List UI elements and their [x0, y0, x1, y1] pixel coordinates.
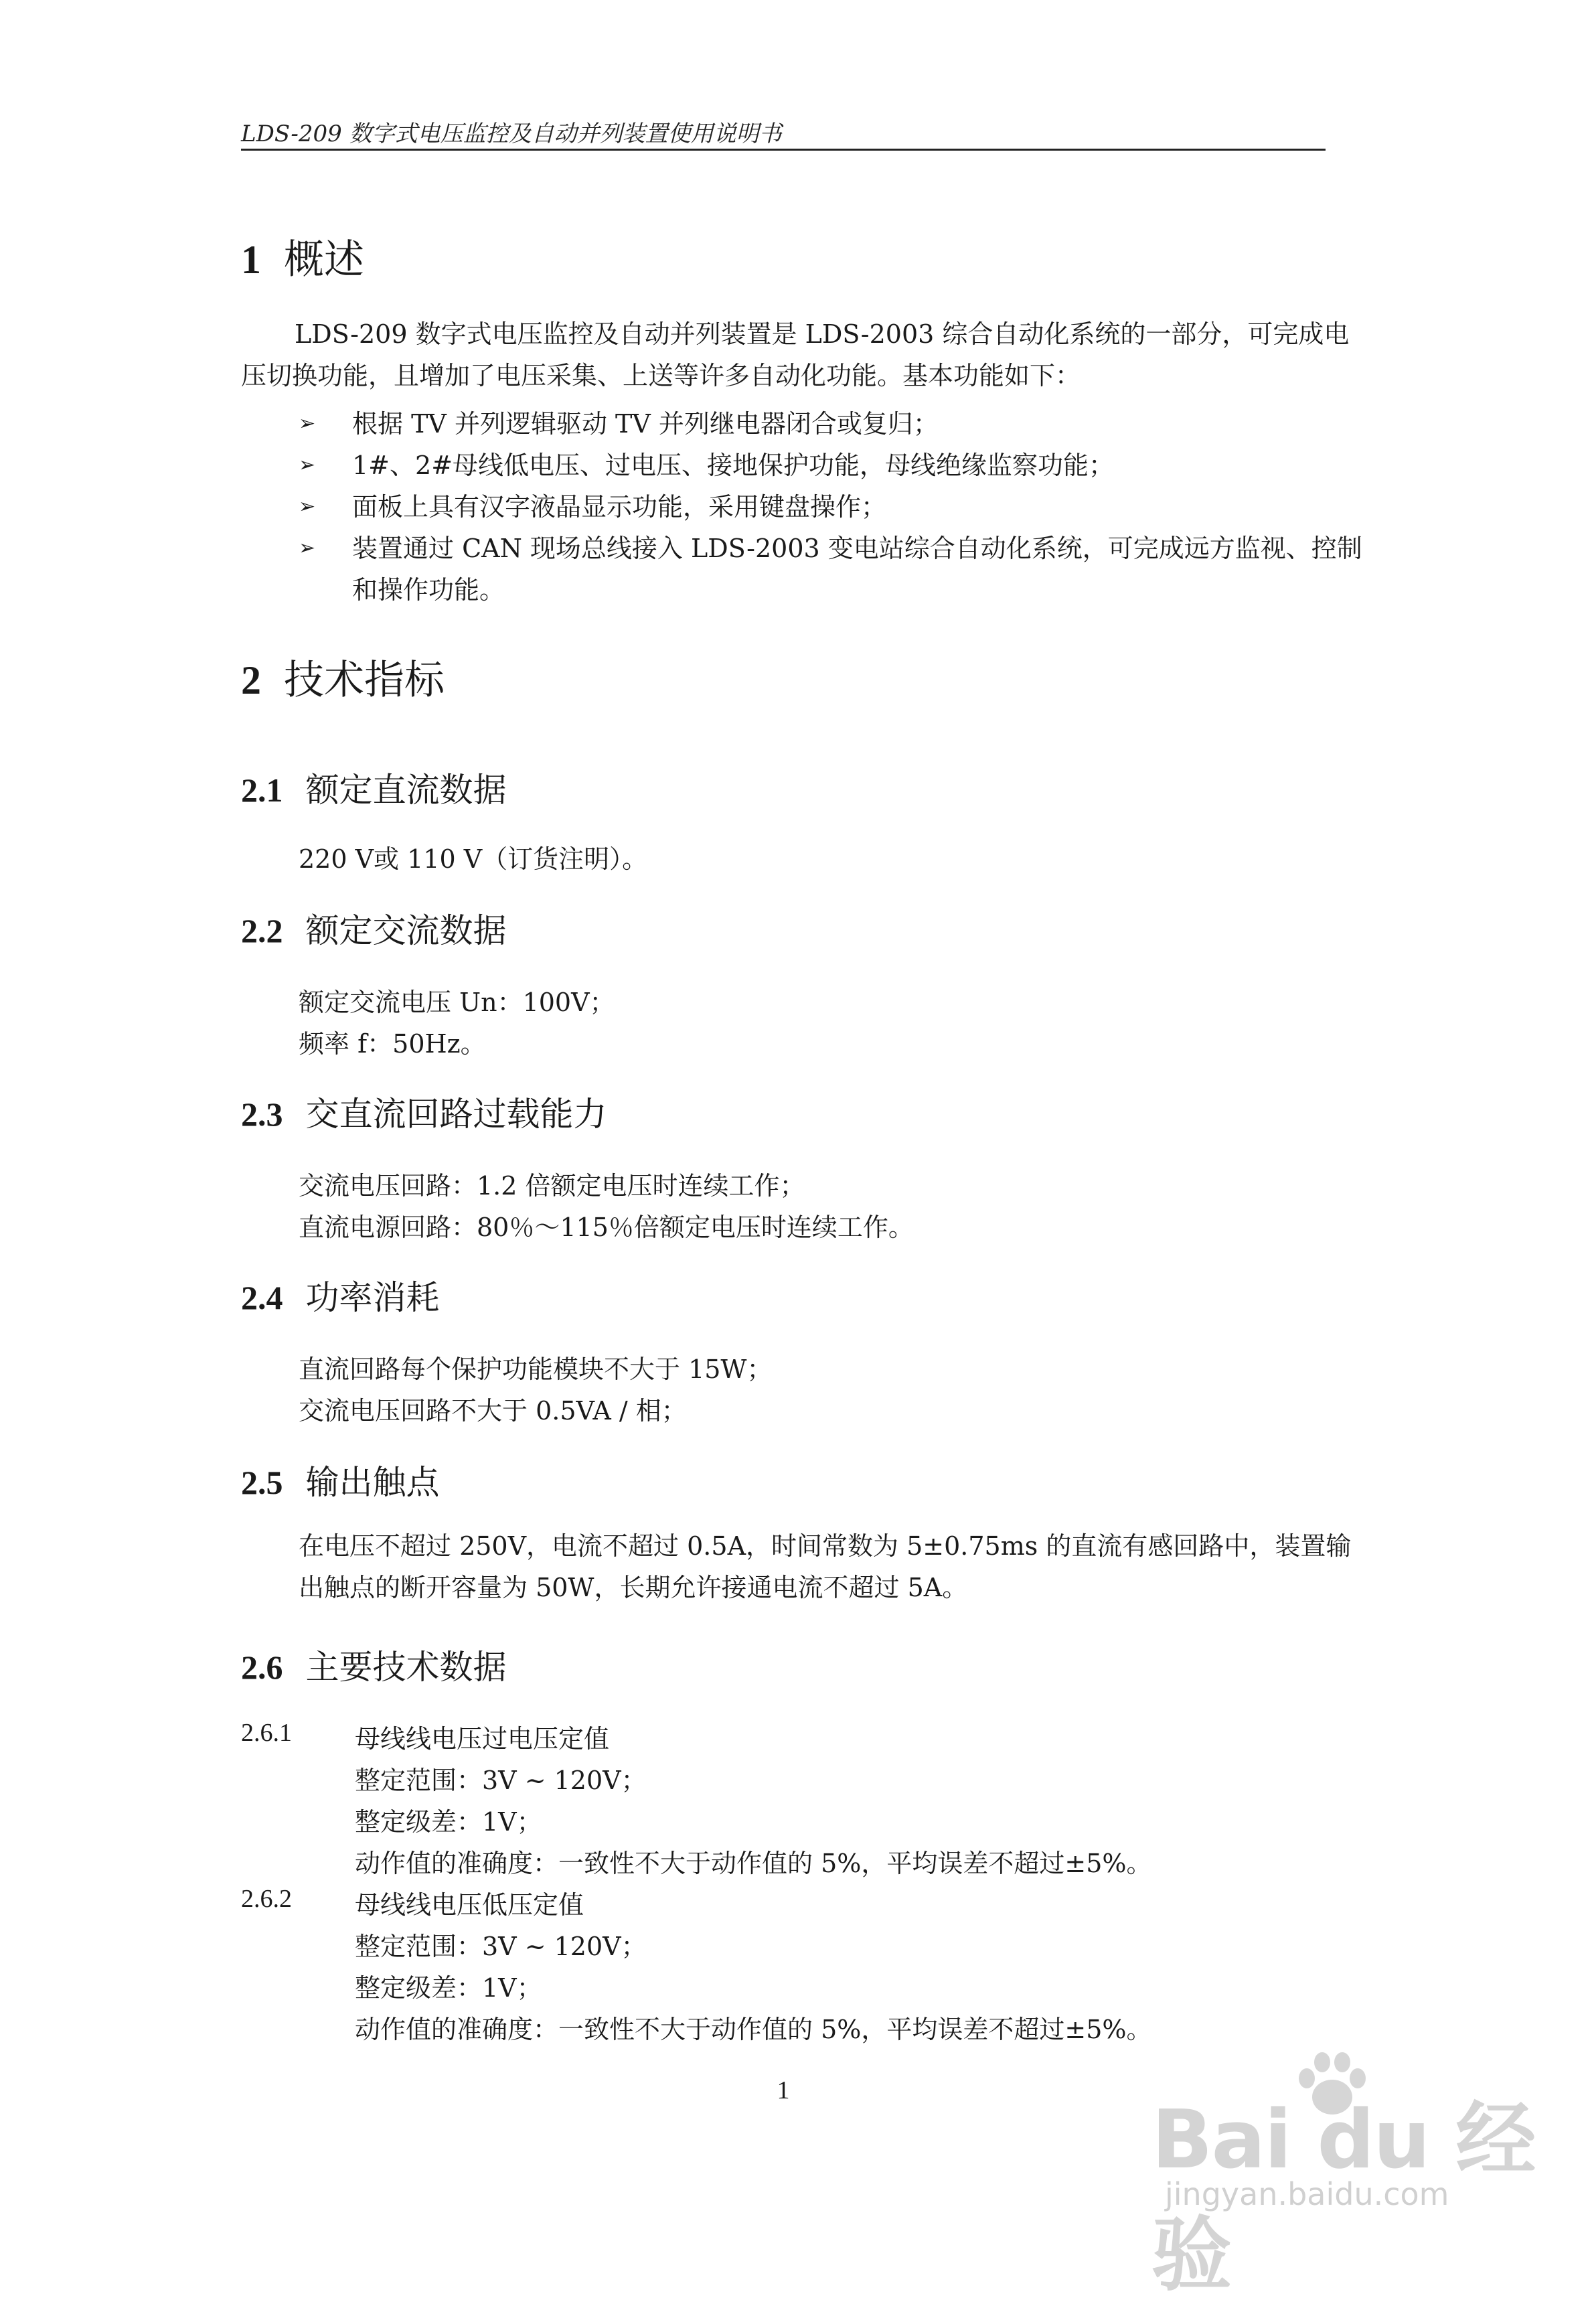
bullet-item	[299, 445, 1370, 486]
spec-line: 额定交流电压 Un：100V；	[299, 988, 615, 1017]
section-title: 概述	[284, 236, 364, 283]
spec-line: 频率 f：50Hz。	[299, 1029, 486, 1059]
bullet-text: 根据 TV 并列逻辑驱动 TV 并列继电器闭合或复归；	[352, 409, 939, 439]
arrow-bullet-icon: ➢	[299, 453, 316, 477]
spec-line: 整定范围：3V ~ 120V；	[355, 1932, 647, 1961]
section-title: 技术指标	[284, 657, 445, 704]
bullet-text: 装置通过 CAN 现场总线接入 LDS-2003 变电站综合自动化系统，可完成远方监视、控制和操作功能。	[352, 534, 1362, 605]
subsection-number: 2.3	[241, 1095, 283, 1133]
subsection-2-1-heading	[241, 763, 507, 812]
subsubsection-title: 母线线电压低压定值	[355, 1890, 584, 1920]
page-number: 1	[777, 2076, 790, 2104]
subsection-title: 额定交流数据	[305, 911, 507, 950]
header-rule	[241, 149, 1326, 151]
watermark-url: jingyan.baidu.com	[1165, 2176, 1449, 2212]
subsection-number: 2.1	[241, 771, 283, 809]
subsection-2-4-heading	[241, 1271, 440, 1319]
subsection-2-3-heading	[241, 1087, 607, 1136]
bullet-text: 面板上具有汉字液晶显示功能，采用键盘操作；	[352, 492, 887, 522]
baidu-jingyan-watermark	[1138, 2049, 1540, 2302]
section-number: 2	[241, 658, 261, 702]
bullet-text: 1#、2#母线低电压、过电压、接地保护功能，母线绝缘监察功能；	[352, 451, 1115, 480]
spec-line: 整定级差：1V；	[355, 1807, 542, 1837]
spec-line: 整定范围：3V ~ 120V；	[355, 1766, 647, 1795]
arrow-bullet-icon: ➢	[299, 495, 316, 518]
spec-line: 交流电压回路：1.2 倍额定电压时连续工作；	[299, 1171, 805, 1201]
running-header: LDS-209 数字式电压监控及自动并列装置使用说明书	[241, 121, 782, 147]
subsection-title: 额定直流数据	[305, 771, 507, 810]
spec-line: 直流回路每个保护功能模块不大于 15W；	[299, 1355, 773, 1384]
subsection-number: 2.4	[241, 1279, 283, 1316]
spec-line: 220 V或 110 V（订货注明）。	[299, 844, 648, 874]
section-2-heading	[241, 648, 445, 706]
subsection-title: 功率消耗	[305, 1278, 440, 1317]
subsection-number: 2.2	[241, 912, 283, 949]
spec-line: 动作值的准确度：一致性不大于动作值的 5%，平均误差不超过±5%。	[355, 2015, 1152, 2044]
spec-line: 动作值的准确度：一致性不大于动作值的 5%，平均误差不超过±5%。	[355, 1849, 1152, 1878]
bullet-item	[299, 486, 1370, 528]
subsection-title: 输出触点	[305, 1463, 440, 1502]
subsection-title: 交直流回路过载能力	[305, 1095, 607, 1134]
bullet-item	[299, 403, 1370, 445]
subsection-title: 主要技术数据	[305, 1648, 507, 1687]
subsection-2-6-heading	[241, 1640, 507, 1689]
overview-paragraph: LDS-209 数字式电压监控及自动并列装置是 LDS-2003 综合自动化系统的一部分，可完成电压切换功能，且增加了电压采集、上送等许多自动化功能。基本功能如下：	[241, 319, 1350, 390]
subsection-number: 2.6	[241, 1648, 283, 1686]
section-1-heading	[241, 228, 364, 285]
subsection-2-2-heading	[241, 904, 507, 952]
arrow-bullet-icon: ➢	[299, 536, 316, 560]
spec-line: 直流电源回路：80％～115％倍额定电压时连续工作。	[299, 1213, 914, 1242]
subsubsection-number: 2.6.1	[241, 1719, 292, 1747]
output-contact-paragraph: 在电压不超过 250V，电流不超过 0.5A，时间常数为 5±0.75ms 的直流有感回路中，装置输出触点的断开容量为 50W，长期允许接通电流不超过 5A。	[299, 1531, 1352, 1602]
subsubsection-title: 母线线电压过电压定值	[355, 1724, 610, 1754]
bullet-item	[299, 528, 1370, 611]
section-number: 1	[241, 238, 261, 282]
arrow-bullet-icon: ➢	[299, 412, 316, 435]
watermark-logo: Bai du 经验	[1151, 2094, 1535, 2302]
spec-line: 交流电压回路不大于 0.5VA / 相；	[299, 1396, 687, 1426]
subsection-2-5-heading	[241, 1456, 440, 1504]
subsubsection-number: 2.6.2	[241, 1885, 292, 1913]
subsection-number: 2.5	[241, 1464, 283, 1501]
spec-line: 整定级差：1V；	[355, 1973, 542, 2003]
